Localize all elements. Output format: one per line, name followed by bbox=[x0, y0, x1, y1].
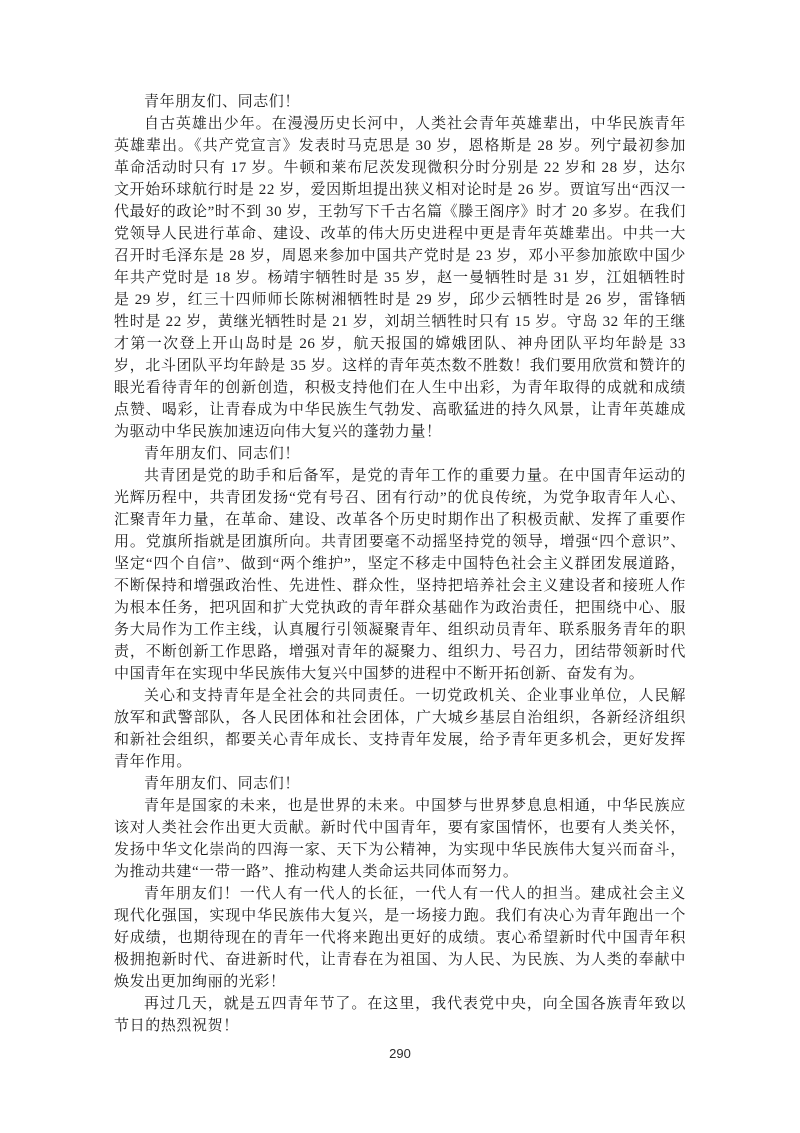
paragraph: 关心和支持青年是全社会的共同责任。一切党政机关、企业事业单位，人民解放军和武警部队，各人民团体和社会团体，广大城乡基层自治组织，各新经济组织和新社会组织，都要关心青年成长、支持青年发展，给予青年更多机会，更好发挥青年作用。 bbox=[114, 688, 686, 770]
paragraph: 共青团是党的助手和后备军，是党的青年工作的重要力量。在中国青年运动的光辉历程中，共青团发扬“党有号召、团有行动”的优良传统，为党争取青年人心、汇聚青年力量，在革命、建设、改革各个历史时期作出了积极贡献、发挥了重要作用。党旗所指就是团旗所向。共青团要毫不动摇坚持党的领导，增强“四个意识”、坚定“四个自信”、做到“两个维护”，坚定不移走中国特色社会主义群团发展道路，不断保持和增强政治性、先进性、群众性，坚持把培养社会主义建设者和接班人作为根本任务，把巩固和扩大党执政的青年群众基础作为政治责任，把围绕中心、服务大局作为工作主线，认真履行引领凝聚青年、组织动员青年、联系服务青年的职责，不断创新工作思路，增强对青年的凝聚力、组织力、号召力，团结带领新时代中国青年在实现中华民族伟大复兴中国梦的进程中不断开拓创新、奋发有为。 bbox=[114, 468, 686, 682]
document-body bbox=[114, 91, 686, 1037]
page-number: 290 bbox=[389, 1046, 411, 1061]
paragraph: 青年朋友们、同志们！ bbox=[144, 776, 301, 792]
paragraph: 青年朋友们、同志们！ bbox=[144, 94, 301, 110]
paragraph: 自古英雄出少年。在漫漫历史长河中，人类社会青年英雄辈出，中华民族青年英雄辈出。《共产党宣言》发表时马克思是 30 岁，恩格斯是 28 岁。列宁最初参加革命活动时只有 17 岁。牛顿和莱布尼茨发现微积分时分别是 22 岁和 28 岁，达尔文开始环球航行时是 22 岁，爱因斯坦提出狭义相对论时是 26 岁。贾谊写出“西汉一代最好的政论”时不到 30 岁，王勃写下千古名篇《滕王阁序》时才 20 多岁。在我们党领导人民进行革命、建设、改革的伟大历史进程中更是青年英雄辈出。中共一大召开时毛泽东是 28 岁，周恩来参加中国共产党时是 23 岁，邓小平参加旅欧中国少年共产党时是 18 岁。杨靖宇牺牲时是 35 岁，赵一曼牺牲时是 31 岁，江姐牺牲时是 29 岁，红三十四师师长陈树湘牺牲时是 29 岁，邱少云牺牲时是 26 岁，雷锋牺牲时是 22 岁，黄继光牺牲时是 21 岁，刘胡兰牺牲时只有 15 岁。守岛 32 年的王继才第一次登上开山岛时是 26 岁，航天报国的嫦娥团队、神舟团队平均年龄是 33 岁，北斗团队平均年龄是 35 岁。这样的青年英杰数不胜数！我们要用欣赏和赞许的眼光看待青年的创新创造，积极支持他们在人生中出彩，为青年取得的成就和成绩点赞、喝彩，让青春成为中华民族生气勃发、高歌猛进的持久风景，让青年英雄成为驱动中华民族加速迈向伟大复兴的蓬勃力量！ bbox=[114, 116, 686, 440]
paragraph: 青年朋友们！一代人有一代人的长征，一代人有一代人的担当。建成社会主义现代化强国，实现中华民族伟大复兴，是一场接力跑。我们有决心为青年跑出一个好成绩，也期待现在的青年一代将来跑出更好的成绩。衷心希望新时代中国青年积极拥抱新时代、奋进新时代，让青春在为祖国、为人民、为民族、为人类的奉献中焕发出更加绚丽的光彩！ bbox=[114, 886, 686, 990]
paragraph: 青年朋友们、同志们！ bbox=[144, 446, 301, 462]
paragraph: 再过几天，就是五四青年节了。在这里，我代表党中央，向全国各族青年致以节日的热烈祝贺！ bbox=[114, 996, 686, 1034]
paragraph: 青年是国家的未来，也是世界的未来。中国梦与世界梦息息相通，中华民族应该对人类社会作出更大贡献。新时代中国青年，要有家国情怀，也要有人类关怀，发扬中华文化崇尚的四海一家、天下为公精神，为实现中华民族伟大复兴而奋斗，为推动共建“一带一路”、推动构建人类命运共同体而努力。 bbox=[114, 798, 686, 880]
